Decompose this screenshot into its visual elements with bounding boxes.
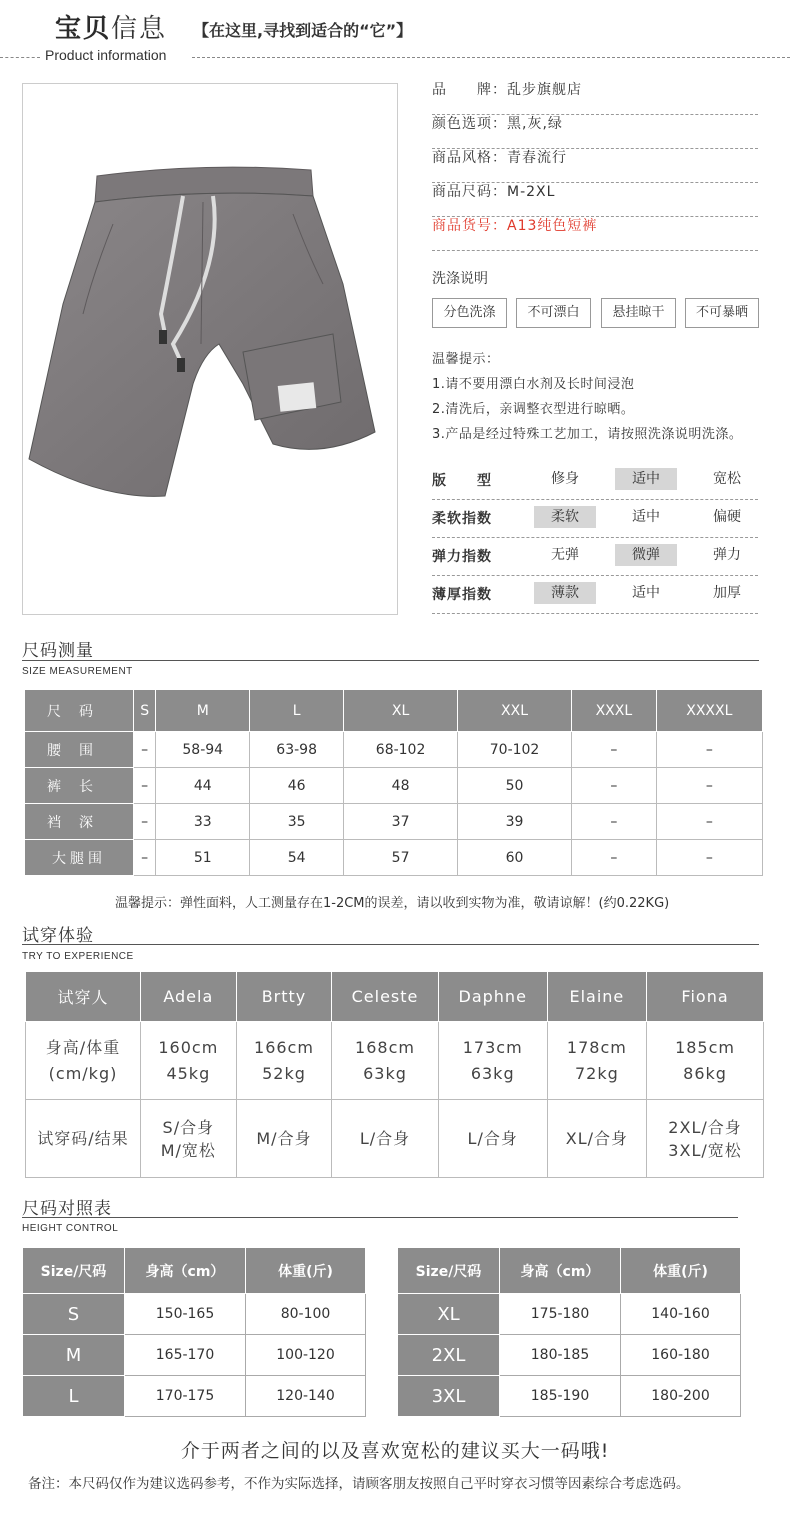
table-cell: 裆深 <box>25 804 134 840</box>
table-cell: 70-102 <box>458 732 572 768</box>
attr-option-selected: 柔软 <box>534 506 596 528</box>
table-row <box>398 1376 741 1417</box>
table-cell: 58-94 <box>156 732 250 768</box>
table-cell: – <box>572 768 657 804</box>
tips-line: 2.清洗后，亲调整衣型进行晾晒。 <box>432 402 635 417</box>
table-cell: 50 <box>458 768 572 804</box>
measurement-table <box>24 689 763 876</box>
table-cell: Celeste <box>332 972 438 1022</box>
table-cell: – <box>572 732 657 768</box>
tips-line: 1.请不要用漂白水剂及长时间浸泡 <box>432 377 635 392</box>
table-cell: XL <box>398 1294 500 1335</box>
table-cell: 180-185 <box>500 1335 621 1376</box>
table-cell: L <box>250 690 344 732</box>
info-brand: 品 牌：乱步旗舰店 <box>432 81 758 115</box>
attr-label: 版 型 <box>432 473 492 489</box>
table-cell: – <box>134 804 156 840</box>
attr-option: 适中 <box>632 509 660 525</box>
divider <box>22 1217 738 1218</box>
table-cell: 体重(斤) <box>246 1248 366 1294</box>
table-cell: 33 <box>156 804 250 840</box>
table-cell: 165-170 <box>125 1335 246 1376</box>
table-cell: 57 <box>344 840 458 876</box>
info-style: 商品风格：青春流行 <box>432 149 758 183</box>
table-cell: 2XL/合身 3XL/宽松 <box>647 1100 764 1178</box>
table-cell: 80-100 <box>246 1294 366 1335</box>
table-cell: L/合身 <box>438 1100 547 1178</box>
attr-option: 适中 <box>632 585 660 601</box>
table-row <box>23 1376 366 1417</box>
table-row <box>26 1022 764 1100</box>
height-control-english: HEIGHT CONTROL <box>22 1223 119 1234</box>
table-cell: S <box>23 1294 125 1335</box>
divider <box>192 57 790 58</box>
page-title-english: Product information <box>45 47 167 63</box>
attr-option: 修身 <box>551 471 579 487</box>
table-row <box>26 972 764 1022</box>
table-cell: 166cm 52kg <box>236 1022 332 1100</box>
divider <box>0 57 40 58</box>
table-cell: – <box>656 804 762 840</box>
attr-label: 薄厚指数 <box>432 587 492 603</box>
wash-tag: 悬挂晾干 <box>601 298 676 328</box>
table-cell: 身高（cm） <box>500 1248 621 1294</box>
height-control-table-right <box>397 1247 741 1417</box>
attr-option: 弹力 <box>713 547 741 563</box>
table-cell: L/合身 <box>332 1100 438 1178</box>
attr-option: 宽松 <box>713 471 741 487</box>
table-cell: 150-165 <box>125 1294 246 1335</box>
table-cell: Elaine <box>547 972 646 1022</box>
table-cell: XL <box>344 690 458 732</box>
table-cell: Size/尺码 <box>398 1248 500 1294</box>
height-control-title: 尺码对照表 <box>22 1199 112 1219</box>
measurement-title: 尺码测量 <box>22 641 94 661</box>
table-cell: 63-98 <box>250 732 344 768</box>
product-image <box>22 83 398 615</box>
measurement-english: SIZE MEASUREMENT <box>22 666 133 677</box>
table-cell: 腰围 <box>25 732 134 768</box>
table-row <box>25 768 763 804</box>
table-cell: Fiona <box>647 972 764 1022</box>
table-row <box>25 804 763 840</box>
table-cell: Adela <box>141 972 237 1022</box>
info-colors: 颜色选项：黑,灰,绿 <box>432 115 758 149</box>
table-row <box>398 1335 741 1376</box>
divider <box>22 660 759 661</box>
table-cell: – <box>134 732 156 768</box>
attr-option: 加厚 <box>713 585 741 601</box>
table-cell: 大腿围 <box>25 840 134 876</box>
table-cell: Brtty <box>236 972 332 1022</box>
table-cell: 60 <box>458 840 572 876</box>
table-cell: 160-180 <box>621 1335 741 1376</box>
table-row <box>25 732 763 768</box>
attr-option: 无弹 <box>551 547 579 563</box>
table-cell: M/合身 <box>236 1100 332 1178</box>
table-row <box>23 1335 366 1376</box>
wash-tag: 不可漂白 <box>516 298 591 328</box>
size-remark: 备注：本尺码仅作为建议选码参考，不作为实际选择，请顾客朋友按照自己平时穿衣习惯等因素综合考虑选码。 <box>28 1476 690 1492</box>
table-cell: Daphne <box>438 972 547 1022</box>
table-cell: 46 <box>250 768 344 804</box>
table-cell: 2XL <box>398 1335 500 1376</box>
table-cell: XXL <box>458 690 572 732</box>
info-item-number: 商品货号：A13纯色短裤 <box>432 217 758 251</box>
table-cell: – <box>656 732 762 768</box>
table-row <box>25 690 763 732</box>
attr-option-selected: 微弹 <box>615 544 677 566</box>
measurement-note: 温馨提示：弹性面料，人工测量存在1-2CM的误差，请以收到实物为准，敬请谅解！(约0.22KG) <box>115 896 670 911</box>
table-cell: – <box>134 840 156 876</box>
info-sizes: 商品尺码：M-2XL <box>432 183 758 217</box>
table-cell: 100-120 <box>246 1335 366 1376</box>
table-cell: M <box>23 1335 125 1376</box>
attr-label: 柔软指数 <box>432 511 492 527</box>
table-cell: 身高（cm） <box>125 1248 246 1294</box>
table-cell: 180-200 <box>621 1376 741 1417</box>
table-cell: 178cm 72kg <box>547 1022 646 1100</box>
table-cell: 173cm 63kg <box>438 1022 547 1100</box>
table-cell: 140-160 <box>621 1294 741 1335</box>
table-cell: 尺码 <box>25 690 134 732</box>
tips-title: 温馨提示： <box>432 352 500 367</box>
table-cell: 39 <box>458 804 572 840</box>
height-control-table-left <box>22 1247 366 1417</box>
table-cell: – <box>572 840 657 876</box>
attr-option-selected: 薄款 <box>534 582 596 604</box>
shorts-illustration <box>23 84 399 616</box>
table-row <box>25 840 763 876</box>
attr-fit <box>432 462 758 500</box>
table-cell: 168cm 63kg <box>332 1022 438 1100</box>
tips-line: 3.产品是经过特殊工艺加工，请按照洗涤说明洗涤。 <box>432 427 743 442</box>
table-cell: L <box>23 1376 125 1417</box>
attr-elasticity <box>432 538 758 576</box>
table-cell: – <box>572 804 657 840</box>
table-row <box>398 1248 741 1294</box>
table-row <box>23 1248 366 1294</box>
table-cell: 35 <box>250 804 344 840</box>
page-title: 宝贝信息 <box>55 14 168 44</box>
table-cell: 37 <box>344 804 458 840</box>
try-english: TRY TO EXPERIENCE <box>22 951 134 962</box>
table-cell: – <box>656 840 762 876</box>
attr-label: 弹力指数 <box>432 549 492 565</box>
divider <box>22 944 759 945</box>
wash-tag: 不可暴晒 <box>685 298 759 328</box>
table-cell: M <box>156 690 250 732</box>
wash-tag: 分色洗涤 <box>432 298 507 328</box>
table-row <box>23 1294 366 1335</box>
table-cell: – <box>656 768 762 804</box>
table-cell: XXXL <box>572 690 657 732</box>
table-cell: 185cm 86kg <box>647 1022 764 1100</box>
try-table <box>25 971 764 1178</box>
table-cell: 51 <box>156 840 250 876</box>
table-cell: 44 <box>156 768 250 804</box>
table-cell: 试穿人 <box>26 972 141 1022</box>
table-cell: S <box>134 690 156 732</box>
attr-thickness <box>432 576 758 614</box>
wash-title: 洗涤说明 <box>432 271 488 287</box>
table-cell: 48 <box>344 768 458 804</box>
page-subtitle: 【在这里,寻找到适合的“它”】 <box>193 21 413 40</box>
table-cell: 68-102 <box>344 732 458 768</box>
table-cell: S/合身 M/宽松 <box>141 1100 237 1178</box>
table-cell: 120-140 <box>246 1376 366 1417</box>
table-cell: 身高/体重 (cm/kg) <box>26 1022 141 1100</box>
table-cell: 试穿码/结果 <box>26 1100 141 1178</box>
table-cell: 175-180 <box>500 1294 621 1335</box>
attr-option-selected: 适中 <box>615 468 677 490</box>
attr-softness <box>432 500 758 538</box>
table-cell: 3XL <box>398 1376 500 1417</box>
table-row <box>398 1294 741 1335</box>
table-cell: XL/合身 <box>547 1100 646 1178</box>
try-title: 试穿体验 <box>22 926 94 946</box>
table-cell: 体重(斤) <box>621 1248 741 1294</box>
table-row <box>26 1100 764 1178</box>
table-cell: XXXXL <box>656 690 762 732</box>
table-cell: Size/尺码 <box>23 1248 125 1294</box>
table-cell: 54 <box>250 840 344 876</box>
table-cell: – <box>134 768 156 804</box>
table-cell: 170-175 <box>125 1376 246 1417</box>
attr-option: 偏硬 <box>713 509 741 525</box>
table-cell: 185-190 <box>500 1376 621 1417</box>
size-advice: 介于两者之间的以及喜欢宽松的建议买大一码哦! <box>180 1440 610 1462</box>
table-cell: 160cm 45kg <box>141 1022 237 1100</box>
table-cell: 裤长 <box>25 768 134 804</box>
